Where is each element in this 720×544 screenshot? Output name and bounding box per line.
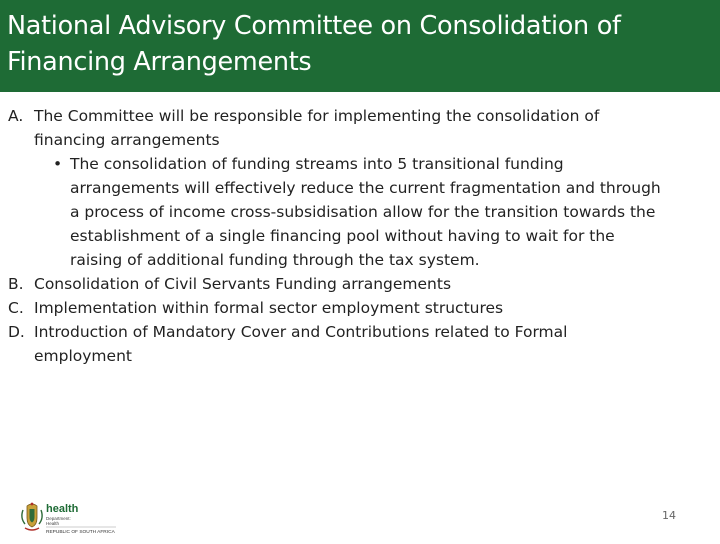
sub-bullet-text: raising of additional funding through the tax system. — [70, 251, 480, 269]
list-marker: C. — [8, 299, 24, 317]
title-bar — [0, 0, 720, 92]
list-item-text: employment — [34, 347, 132, 365]
list-item-text: Consolidation of Civil Servants Funding arrangements — [34, 275, 452, 293]
sub-bullet-text: The consolidation of funding streams into 5 transitional funding — [70, 155, 564, 173]
slide-title-line-2: Financing Arrangements — [7, 47, 312, 77]
slide-title — [0, 0, 720, 80]
health-brand-text: health — [46, 503, 79, 515]
list-item-text: Introduction of Mandatory Cover and Contributions related to Formal — [34, 323, 568, 341]
list-marker: B. — [8, 275, 24, 293]
list-item-text: The Committee will be responsible for implementing the consolidation of — [34, 107, 600, 125]
sub-bullet-text: establishment of a single financing pool without having to wait for the — [70, 227, 615, 245]
sub-bullet-item — [8, 152, 708, 272]
coat-of-arms-icon — [22, 503, 42, 530]
list-item-a — [8, 104, 708, 152]
list-marker: A. — [8, 107, 24, 125]
slide-title-line-1: National Advisory Committee on Consolidation of — [7, 11, 621, 41]
logo-department-text: Department: — [46, 516, 71, 521]
logo-country-text: REPUBLIC OF SOUTH AFRICA — [46, 530, 115, 535]
list-marker: D. — [8, 323, 25, 341]
list-item-d — [8, 320, 708, 368]
list-item-text: Implementation within formal sector employment structures — [34, 299, 504, 317]
slide-content — [8, 104, 708, 368]
logo-health-text: Health — [46, 521, 60, 526]
health-logo-graphic — [16, 500, 120, 540]
page-number: 14 — [662, 509, 676, 522]
health-department-logo — [16, 500, 120, 540]
list-item-b — [8, 272, 708, 296]
list-item-c — [8, 296, 708, 320]
list-item-text: financing arrangements — [34, 131, 220, 149]
bullet-icon: • — [53, 155, 63, 173]
sub-bullet-text: arrangements will effectively reduce the current fragmentation and through — [70, 179, 661, 197]
sub-bullet-text: a process of income cross-subsidisation allow for the transition towards the — [70, 203, 656, 221]
